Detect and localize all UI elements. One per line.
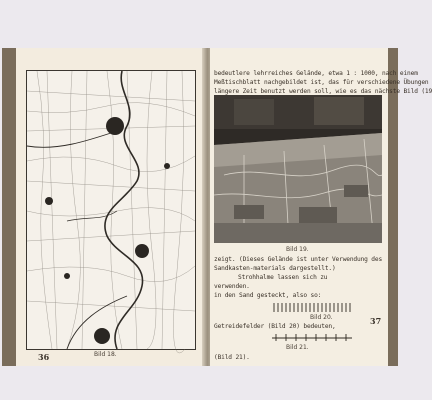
text-line-6: Strohhalme lassen sich zu: [238, 274, 328, 281]
photo-caption: Bild 19.: [286, 246, 309, 253]
map-drawing: [27, 71, 195, 349]
text-line-5: Sandkasten-materials dargestellt.): [214, 265, 336, 272]
text-line-3: längere Zeit benutzt werden soll, wie es das nächste Bild (19: [214, 88, 432, 95]
map-caption: Bild 18.: [94, 351, 117, 358]
page-number-right: 37: [370, 316, 382, 326]
sandbox-photo-drawing: [214, 95, 382, 243]
topographic-map: [26, 70, 196, 350]
left-page: [16, 48, 206, 366]
bild-21-caption: Bild 21.: [286, 344, 309, 351]
straw-symbol-row: [272, 302, 352, 312]
text-line-7: verwenden.: [214, 283, 250, 290]
text-line-2: Meßtischblatt nachgebildet ist, das für verschiedene Übungen: [214, 79, 429, 86]
text-line-1: bedeutlere lehrreiches Gelände, etwa 1 : 1000, nach einem: [214, 70, 418, 77]
page-number-left: 36: [38, 352, 50, 362]
text-line-10: (Bild 21).: [214, 354, 250, 361]
field-symbol-row: [272, 332, 352, 342]
sandbox-photo: [214, 95, 382, 243]
text-line-4: zeigt. (Dieses Gelände ist unter Verwendung des: [214, 256, 383, 263]
text-line-8: in den Sand gesteckt, also so:: [214, 292, 322, 299]
bild-20-caption: Bild 20.: [310, 314, 333, 321]
text-line-9: Getreidefelder (Bild 20) bedeuten,: [214, 323, 336, 330]
right-page: [210, 48, 432, 366]
open-book: [2, 48, 432, 366]
